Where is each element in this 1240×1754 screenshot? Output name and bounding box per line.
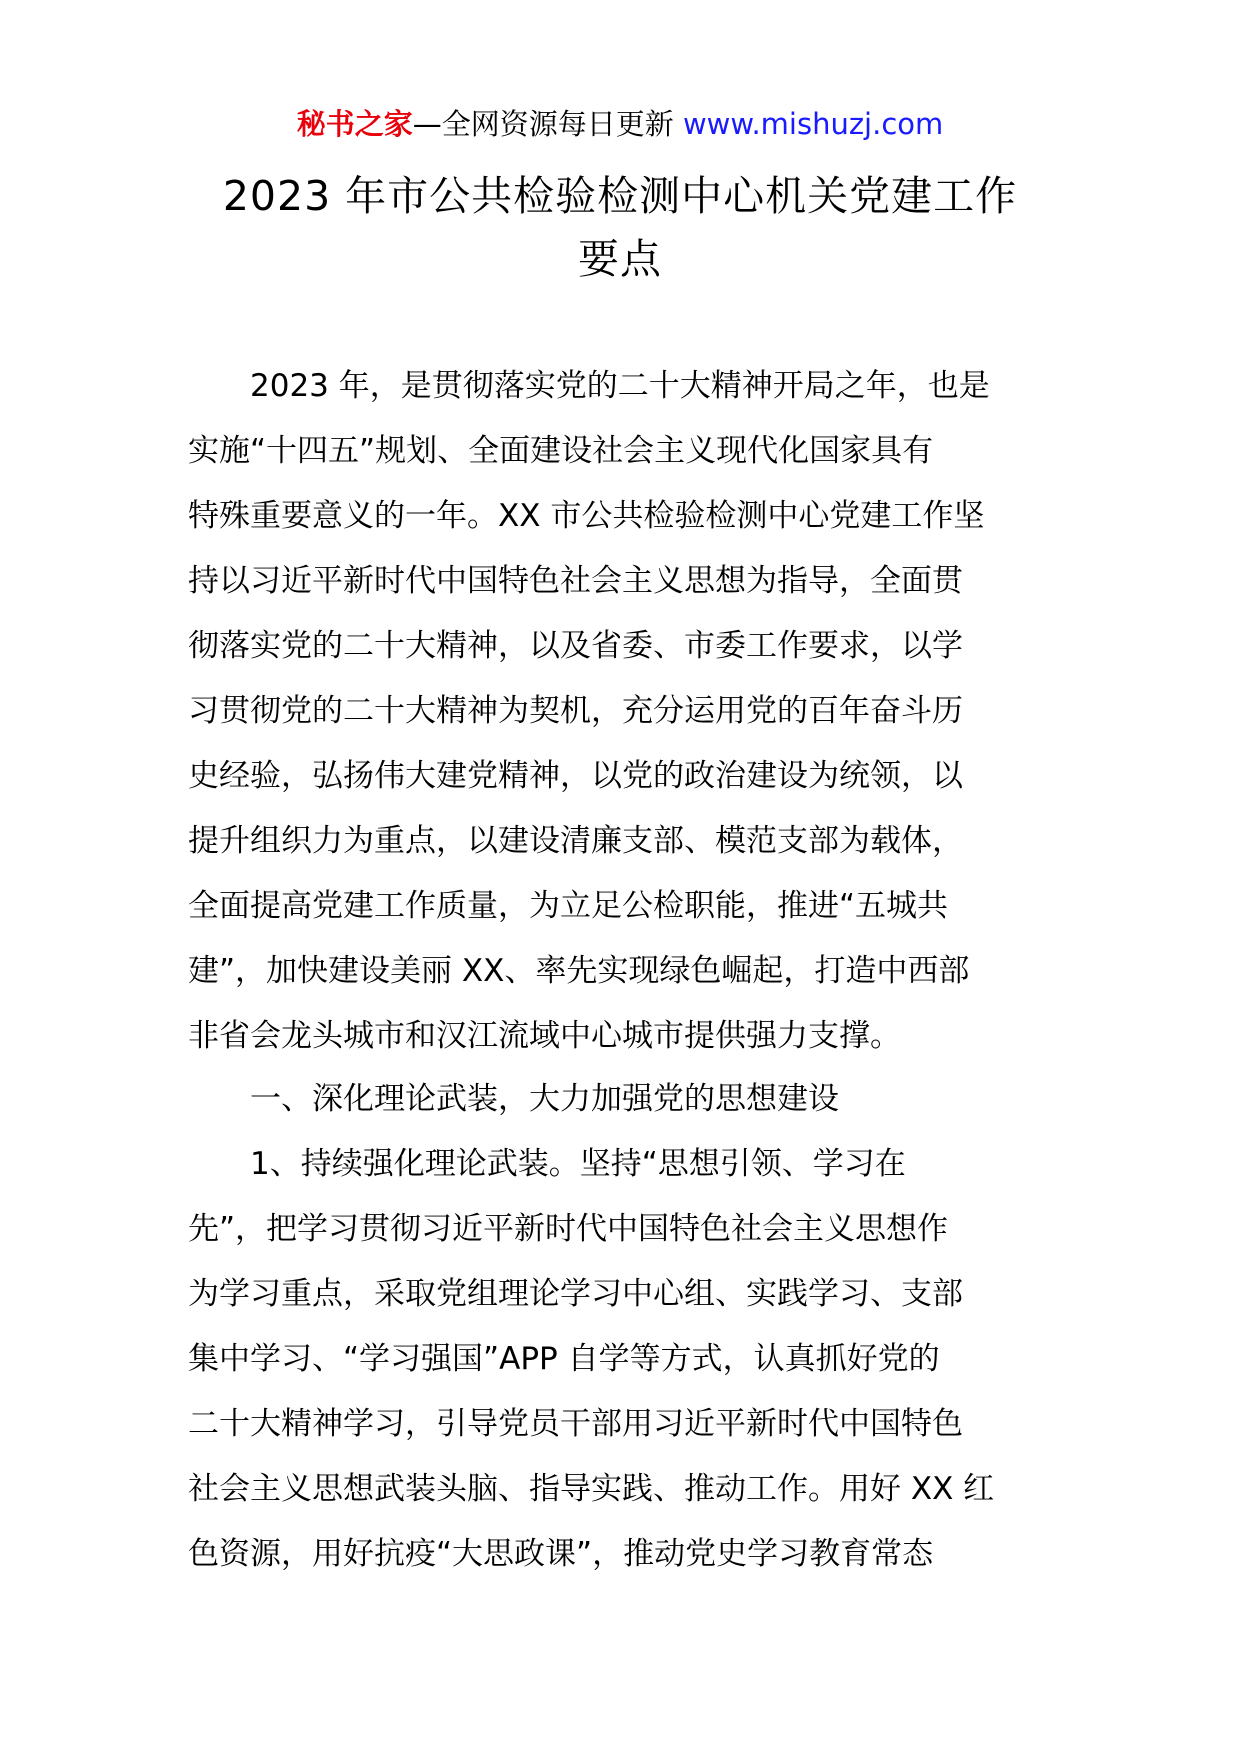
text-line: 2023 年，是贯彻落实党的二十大精神开局之年，也是 [250, 368, 990, 404]
text-line: 习贯彻党的二十大精神为契机，充分运用党的百年奋斗历 [188, 693, 963, 729]
watermark-header [0, 104, 1240, 144]
watermark-brand: 秘书之家 [296, 107, 413, 141]
text-line: 1、持续强化理论武装。坚持“思想引领、学习在 [250, 1146, 906, 1182]
text-line: 彻落实党的二十大精神，以及省委、市委工作要求，以学 [188, 628, 963, 664]
text-line: 提升组织力为重点，以建设清廉支部、模范支部为载体， [188, 823, 963, 859]
watermark-tagline: —全网资源每日更新 [412, 107, 683, 141]
text-line: 二十大精神学习，引导党员干部用习近平新时代中国特色 [188, 1406, 963, 1442]
document-title [180, 165, 1060, 291]
text-line: 建”，加快建设美丽 XX、率先实现绿色崛起，打造中西部 [188, 953, 970, 989]
text-line: 实施“十四五”规划、全面建设社会主义现代化国家具有 [188, 433, 934, 469]
text-line: 史经验，弘扬伟大建党精神，以党的政治建设为统领，以 [188, 758, 963, 794]
watermark-url[interactable]: www.mishuzj.com [682, 107, 944, 141]
text-line: 非省会龙头城市和汉江流域中心城市提供强力支撑。 [188, 1018, 901, 1054]
section-heading [188, 1067, 1052, 1132]
text-line: 色资源，用好抗疫“大思政课”，推动党史学习教育常态 [188, 1536, 934, 1572]
heading-line: 一、深化理论武装，大力加强党的思想建设 [250, 1081, 839, 1117]
text-line: 特殊重要意义的一年。XX 市公共检验检测中心党建工作坚 [188, 498, 985, 534]
text-line: 先”，把学习贯彻习近平新时代中国特色社会主义思想作 [188, 1211, 949, 1247]
title-line: 要点 [578, 235, 662, 283]
text-line: 全面提高党建工作质量，为立足公检职能，推进“五城共 [188, 888, 949, 924]
text-line: 社会主义思想武装头脑、指导实践、推动工作。用好 XX 红 [188, 1471, 995, 1507]
text-line: 集中学习、“学习强国”APP 自学等方式，认真抓好党的 [188, 1341, 940, 1377]
text-line: 为学习重点，采取党组理论学习中心组、实践学习、支部 [188, 1276, 963, 1312]
title-line: 2023 年市公共检验检测中心机关党建工作 [222, 172, 1018, 220]
item-paragraph [188, 1132, 1052, 1587]
intro-paragraph [188, 354, 1052, 1069]
text-line: 持以习近平新时代中国特色社会主义思想为指导，全面贯 [188, 563, 963, 599]
